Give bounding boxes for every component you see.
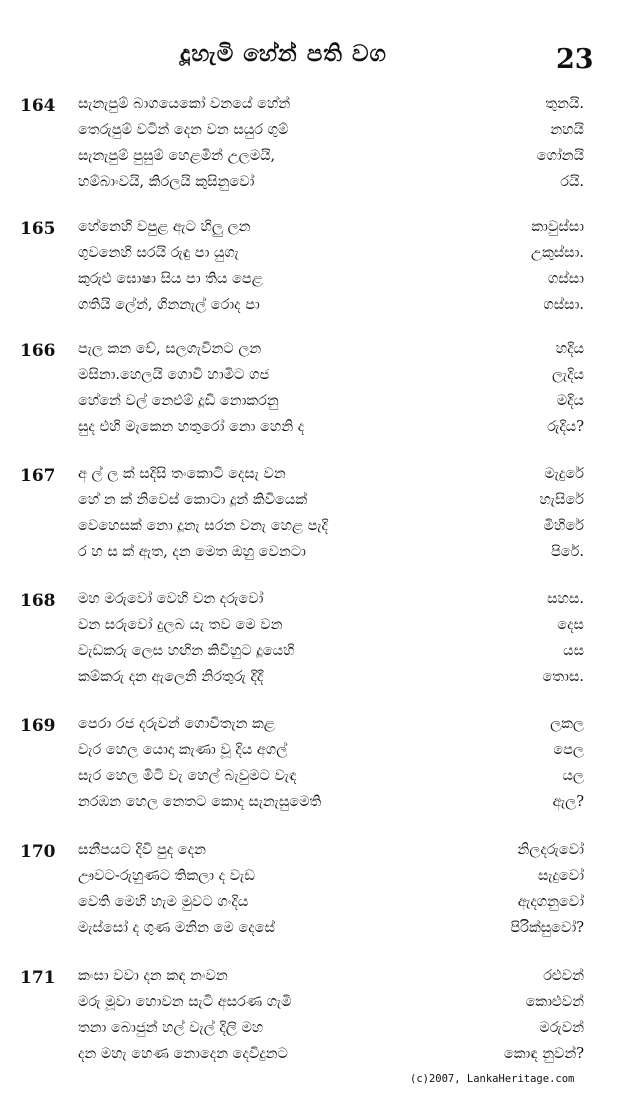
rhyme-word: තුනයි. bbox=[545, 96, 584, 112]
rhyme-word: යස bbox=[563, 643, 584, 659]
line-text: සනීපයට දිවි පුද දෙන bbox=[78, 842, 206, 858]
line-text: වන සරුවෝ දුලබ යැ තව මෙ වන bbox=[78, 617, 283, 633]
verse-number: 170 bbox=[20, 842, 56, 862]
line-text: වැඩකරු ලෙස හඟින කිවිහුට දූයෙහි bbox=[78, 643, 295, 659]
line-text: වෙති මෙහි හැම මුවට ගංදිය bbox=[78, 894, 249, 910]
verse-line bbox=[0, 466, 622, 494]
line-text: මරු මූවා හොවන සැටි අසරණ ගැමි bbox=[78, 994, 292, 1010]
verse-line bbox=[0, 492, 622, 520]
verse-line bbox=[0, 643, 622, 671]
rhyme-word: මැදුරේ bbox=[544, 466, 584, 482]
verse-line bbox=[0, 669, 622, 697]
verse-line bbox=[0, 868, 622, 896]
verse-line bbox=[0, 894, 622, 922]
copyright-notice: (c)2007, LankaHeritage.com bbox=[410, 1073, 575, 1085]
rhyme-word: තොස. bbox=[542, 669, 584, 685]
line-text: සැර හෙල මිටි වැ හෙල් බැවුමට වැඳ bbox=[78, 768, 297, 784]
verse-line bbox=[0, 367, 622, 395]
line-text: සැනැපුම් බාගයෙකෝ වනයේ හේන් bbox=[78, 96, 291, 112]
verse-line bbox=[0, 842, 622, 870]
rhyme-word: සහස. bbox=[547, 591, 584, 607]
rhyme-word: ඇල? bbox=[552, 794, 584, 810]
verse-line bbox=[0, 742, 622, 770]
line-text: සැනැපුම් පුසුම් හෙළමින් උලමයි, bbox=[78, 148, 276, 164]
rhyme-word: ලැදිය bbox=[552, 367, 584, 383]
line-text: කම්කරු දන ඇලෙනි නිරතුරු දිදී bbox=[78, 669, 264, 685]
verse-line bbox=[0, 148, 622, 176]
rhyme-word: පිරේ. bbox=[550, 544, 584, 560]
line-text: හේනේ වල් නෙළුම් දූඩි නොකරනු bbox=[78, 393, 279, 409]
rhyme-word: රයි. bbox=[560, 174, 584, 190]
line-text: දන මහැ හෙණ නොදෙන දෙවිදුනට bbox=[78, 1046, 288, 1062]
line-text: ගුවනෙහි සරයි රුඳු පා යුගැ bbox=[78, 245, 239, 261]
line-text: හේනෙහි වපුළ ඇට හිලු ලන bbox=[78, 219, 251, 235]
line-text: හේ න ක් නිවෙස් කොටා දූන් කිවියෙක් bbox=[78, 492, 308, 508]
verse-number: 171 bbox=[20, 968, 56, 988]
rhyme-word: ගස්සා bbox=[548, 271, 584, 287]
rhyme-word: මිහිරේ bbox=[543, 518, 584, 534]
verse-line bbox=[0, 1046, 622, 1074]
rhyme-word: මරුවන් bbox=[539, 1020, 584, 1036]
line-text: පැල කන චේ, සලගැවිනට ලන bbox=[78, 341, 262, 357]
rhyme-word: උකුස්සා. bbox=[530, 245, 584, 261]
verse-line bbox=[0, 544, 622, 572]
line-text: පෙරා රජ දරුවන් ගොවිතැන කළ bbox=[78, 716, 275, 732]
rhyme-word: පිරික්සුවෝ? bbox=[510, 920, 584, 936]
verse-line bbox=[0, 768, 622, 796]
verse-line bbox=[0, 96, 622, 124]
verse-line bbox=[0, 393, 622, 421]
rhyme-word: රළුවන් bbox=[543, 968, 584, 984]
verse-line bbox=[0, 1020, 622, 1048]
line-text: කුරුළු ඝොෂා සිය පා තිය පෙළ bbox=[78, 271, 263, 287]
rhyme-word: ඇදගනුවෝ bbox=[517, 894, 584, 910]
line-text: වැර හෙල යොදා කැණා වූ දිය අගල් bbox=[78, 742, 288, 758]
rhyme-word: හදිය bbox=[555, 341, 584, 357]
verse-line bbox=[0, 920, 622, 948]
line-text: මැස්සෝ ද ගුණ මනින මෙ දෙසේ bbox=[78, 920, 275, 936]
rhyme-word: පෙල bbox=[553, 742, 584, 758]
rhyme-word: හැසිරේ bbox=[539, 492, 584, 508]
line-text: නරඹන හෙල නෙතට කොද සැනැසුමෙති bbox=[78, 794, 322, 810]
line-text: ගතියි ලේන්, ගිනනැල් රොද පා bbox=[78, 297, 260, 313]
verse-number: 165 bbox=[20, 219, 56, 239]
line-text: මහ මරුවෝ වෙහි වන දරුවෝ bbox=[78, 591, 264, 607]
verse-line bbox=[0, 297, 622, 325]
line-text: මසිනා.හෙලයි ගොවි හාමිට ගජ bbox=[78, 367, 270, 383]
page-title: දූහැමි හේන් පති වග bbox=[180, 40, 387, 67]
verse-line bbox=[0, 968, 622, 996]
verse-line bbox=[0, 591, 622, 619]
verse-number: 167 bbox=[20, 466, 56, 486]
verse-line bbox=[0, 245, 622, 273]
rhyme-word: ලකල bbox=[550, 716, 584, 732]
rhyme-word: රුදිය? bbox=[547, 419, 584, 435]
verse-line bbox=[0, 122, 622, 150]
line-text: හම්බාංවයි, කිරලයි කුසිනුවෝ bbox=[78, 174, 255, 190]
line-text: ර හ ස ක් ඇත, දන මෙත ඔහු වෙනටා bbox=[78, 544, 306, 560]
verse-line bbox=[0, 341, 622, 369]
line-text: සුද එහි මැකෙන හතුරෝ නො හෙනි ද bbox=[78, 419, 305, 435]
rhyme-word: දෙස bbox=[557, 617, 584, 633]
rhyme-word: කොළුවන් bbox=[525, 994, 584, 1010]
verse-line bbox=[0, 419, 622, 447]
line-text: ඌවට-රුහුණට තිකලා ද වැඩ bbox=[78, 868, 255, 884]
verse-line bbox=[0, 794, 622, 822]
rhyme-word: නහයි bbox=[550, 122, 584, 138]
verse-line bbox=[0, 219, 622, 247]
rhyme-word: මදිය bbox=[556, 393, 584, 409]
rhyme-word: කාවුස්සා bbox=[531, 219, 584, 235]
page-header bbox=[0, 0, 622, 90]
page-number: 23 bbox=[556, 44, 594, 75]
line-text: වෙහෙසක් නො දූනැ සරන වනැ හෙළ පැදි bbox=[78, 518, 328, 534]
rhyme-word: සැදුවෝ bbox=[538, 868, 584, 884]
verse-line bbox=[0, 174, 622, 202]
verse-line bbox=[0, 518, 622, 546]
verse-number: 166 bbox=[20, 341, 56, 361]
line-text: කංසා වවා දන කඳ නංවන bbox=[78, 968, 228, 984]
verse-number: 169 bbox=[20, 716, 56, 736]
verse-number: 164 bbox=[20, 96, 56, 116]
rhyme-word: නිලදරුවෝ bbox=[517, 842, 584, 858]
rhyme-word: ගස්සා. bbox=[543, 297, 584, 313]
rhyme-word: ගෝනයි bbox=[536, 148, 584, 164]
verse-line bbox=[0, 271, 622, 299]
rhyme-word: කොඳ නුවන්? bbox=[503, 1046, 584, 1062]
verse-line bbox=[0, 994, 622, 1022]
line-text: තෙරුපුම් වටින් දෙන වන සයුර ගුම් bbox=[78, 122, 289, 138]
verse-line bbox=[0, 617, 622, 645]
rhyme-word: යල bbox=[562, 768, 584, 784]
verse-number: 168 bbox=[20, 591, 56, 611]
verse-line bbox=[0, 716, 622, 744]
line-text: අ ල් ල ක් සදිසි තංකොටි දෙසැ වන bbox=[78, 466, 286, 482]
line-text: තනා බොජුන් හල් වැල් දිලි මහ bbox=[78, 1020, 264, 1036]
